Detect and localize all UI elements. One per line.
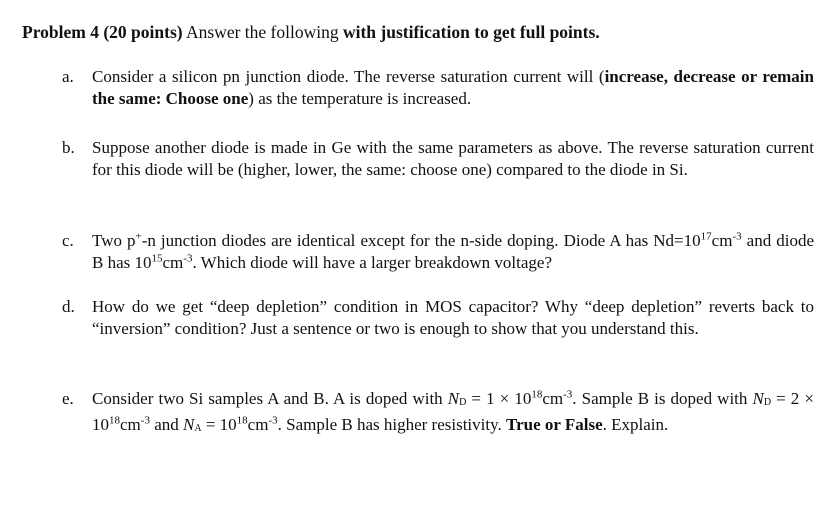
question-e-t6: cm	[120, 415, 141, 434]
question-e-sup3: 18	[109, 414, 120, 427]
question-c	[62, 230, 814, 274]
question-e-t10: . Sample B has higher resistivity.	[277, 415, 506, 434]
question-c-t3: cm	[711, 231, 733, 250]
question-c-t6: . Which diode will have a larger breakdown voltage?	[192, 253, 553, 272]
question-e-sup1: 18	[531, 388, 543, 401]
question-e-t2: = 1 × 10	[466, 389, 532, 408]
question-c-letter: c.	[62, 231, 74, 250]
question-c-sup4: 15	[151, 252, 163, 265]
question-d-letter: d.	[62, 297, 75, 316]
question-b-letter: b.	[62, 138, 75, 157]
question-e-na: N	[183, 415, 195, 434]
question-e-nd1-sub: D	[459, 397, 467, 408]
question-c-sup3: -3	[732, 230, 742, 243]
question-a-choices: increase, decrease or remain the same: Choose one	[92, 67, 814, 108]
question-e-t4: . Sample B is doped with	[572, 389, 753, 408]
question-a	[62, 66, 814, 110]
question-a-letter: a.	[62, 67, 74, 86]
question-d-text: How do we get “deep depletion” condition in MOS capacitor? Why “deep depletion” reverts back to “inversion” condition? Just a sentence or two is enough to show that you understand this.	[92, 297, 814, 338]
heading-instruction: Answer the following	[182, 22, 343, 42]
question-a-part2: ) as the temperature is increased.	[248, 89, 472, 108]
question-c-t5: cm	[162, 253, 184, 272]
question-e-sup6: -3	[268, 414, 278, 427]
question-e-nd1: N	[447, 389, 460, 408]
question-a-text	[92, 66, 814, 110]
question-c-t2: -n junction diodes are identical except for the n-side doping. Diode A has Nd=10	[141, 231, 701, 250]
question-e-t1: Consider two Si samples A and B. A is doped with	[92, 389, 448, 408]
question-b	[62, 137, 814, 181]
question-e	[62, 388, 814, 440]
question-e-nd2-sub: D	[763, 397, 772, 408]
question-e-letter: e.	[62, 389, 74, 408]
question-e-t7: and	[149, 415, 183, 434]
question-b-text: Suppose another diode is made in Ge with the same parameters as above. The reverse saturation current for this diode will be (higher, lower, the same: choose one) compared to the diode in Si.	[92, 138, 814, 179]
question-e-sup4: -3	[140, 414, 150, 427]
question-e-sup2: -3	[563, 388, 573, 401]
question-c-sup5: -3	[183, 252, 193, 265]
problem-number-and-points: Problem 4 (20 points)	[22, 22, 183, 42]
question-e-t3: cm	[542, 389, 564, 408]
question-e-t5: = 2 × 10	[92, 389, 814, 434]
heading-justification-note: with justification to get full points.	[342, 22, 600, 42]
question-c-sup1: +	[135, 230, 142, 243]
question-e-true-false: True or False	[506, 415, 603, 434]
question-c-t4: and diode B has 10	[92, 231, 814, 272]
question-e-text	[92, 388, 814, 440]
question-a-part1: Consider a silicon pn junction diode. The reverse saturation current will (	[92, 67, 605, 86]
question-e-t8: = 10	[201, 415, 237, 434]
question-e-na-sub: A	[194, 423, 202, 434]
question-c-t1: Two p	[92, 231, 136, 250]
question-c-text	[92, 230, 814, 274]
question-d	[62, 296, 814, 340]
problem-heading	[22, 21, 812, 43]
question-e-sup5: 18	[236, 414, 248, 427]
question-e-nd2: N	[752, 389, 764, 408]
question-e-t11: . Explain.	[602, 415, 669, 434]
question-c-sup2: 17	[700, 230, 712, 243]
question-e-t9: cm	[247, 415, 269, 434]
